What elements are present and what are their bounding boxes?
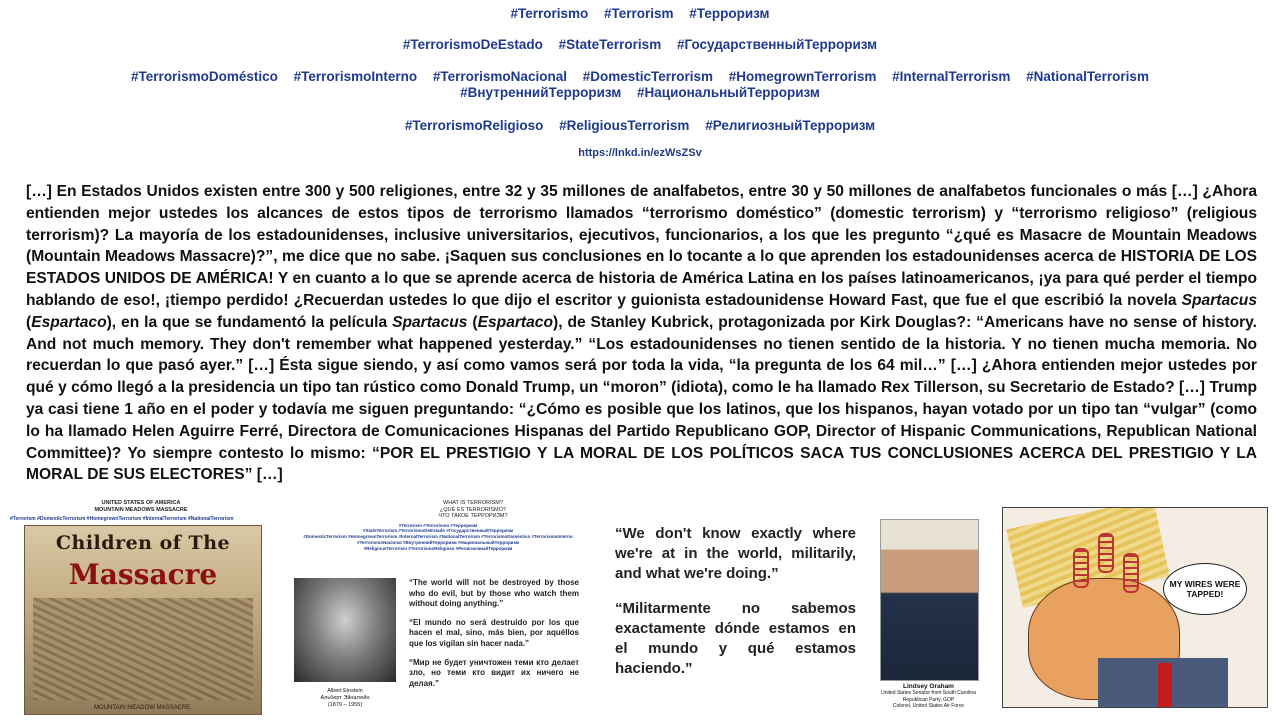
illustration-title: Children of The xyxy=(55,532,231,554)
speech-bubble: MY WIRES WERE TAPPED! xyxy=(1163,563,1247,615)
trump-cartoon xyxy=(1002,507,1268,708)
quote-es: “Militarmente no sabemos exactamente dónde estamos en el mundo y qué estamos haciendo.” xyxy=(615,600,856,677)
cartoon-spring xyxy=(1098,533,1114,573)
paragraph-text: ), en la que se fundamentó la película xyxy=(106,313,393,331)
photo-caption xyxy=(294,688,396,709)
hashtag[interactable]: #ГосударственныйТерроризм xyxy=(676,37,878,52)
hashtag[interactable]: #TerrorismoDeEstado xyxy=(402,37,543,52)
paragraph-text: ( xyxy=(26,313,32,331)
hashtag-line: #Terrorism #Terrorismo #Терроризм xyxy=(398,522,478,528)
hashtag[interactable]: #Терроризм xyxy=(689,6,770,21)
photo-caption xyxy=(860,684,997,710)
hashtag[interactable]: #NationalTerrorism xyxy=(1026,69,1149,84)
caption-line: (1879 – 1955) xyxy=(327,702,363,708)
illustration-caption: MOUNTAIN MEADOW MASSACRE. xyxy=(94,705,192,711)
paragraph-text: ), de Stanley Kubrick, protagonizada por Kirk Douglas?: “Americans have no sense of history. And not much memory. They don't remember what happened yesterday.” “Los estadounidenses no tienen sentido de la historia. Y no tienen mucha memoria. No recuerdan lo que pasó ayer.” […] Ésta sigue siendo, y así como vamos será por toda la vida, “la pregunta de los 64 mil…” […] ¿Ahora entienden mejor ustedes por qué y cómo llegó a la presidencia un tipo tan rústico como Donald Trump, un “moron” (idiota), como le ha llamado Rex Tillerson, su Secretario de Estado? […] Trump ya casi tiene 1 año en el poder y todavía me siguen preguntando: “¿Cómo es posible que los latinos, que los hispanos, hayan votado por un tipo tan “vulgar” (como lo ha llamado Helen Aguirre Ferré, Directora de Comunicaciones Hispanas del Partido Republicano GOP, Director of Hispanic Communications, Republican National Committee)? Yo siempre contesto lo mismo: “POR EL PRESTIGIO Y LA MORAL DE LOS POLÍTICOS SACA TUS CONCLUSIONES ACERCA DEL PRESTIGIO Y LA MORAL DE SUS ELECTORES” […] xyxy=(26,313,1258,484)
header-line: MOUNTAIN MEADOWS MASSACRE xyxy=(94,506,188,513)
quote-en: “We don't know exactly where we're at in the world, militarily, and what we're doing.” xyxy=(615,525,856,582)
panel-header xyxy=(10,500,272,513)
hashtag[interactable]: #TerrorismoInterno xyxy=(293,69,418,84)
panel-hashtags: #Terrorism #DomesticTerrorism #HomegrownTerrorism #InternalTerrorism #NationalTerrorism xyxy=(10,516,234,522)
header-line: ЧТО ТАКОЕ ТЕРРОРИЗМ? xyxy=(438,513,508,519)
einstein-quotes xyxy=(409,578,579,697)
hashtag[interactable]: #НациональныйТерроризм xyxy=(637,85,820,100)
cartoon-spring xyxy=(1123,553,1139,593)
panel-hashtags xyxy=(292,523,584,552)
source-link[interactable]: https://lnkd.in/ezWsZSv xyxy=(578,147,702,159)
graham-quotes xyxy=(615,524,856,694)
hashtag-line: #TerrorismoNacional #ВнутреннийТерроризм #НациональныйТерроризм xyxy=(357,539,519,545)
cartoon-spring xyxy=(1073,548,1089,588)
massacre-illustration xyxy=(24,525,262,715)
hashtags-row-5 xyxy=(0,118,1280,134)
caption-name: Lindsey Graham xyxy=(903,683,954,690)
hashtags-row-3 xyxy=(0,69,1280,85)
hashtag[interactable]: #HomegrownTerrorism xyxy=(728,69,877,84)
einstein-photo xyxy=(294,578,396,682)
hashtag[interactable]: #РелигиозныйТерроризм xyxy=(705,118,876,133)
paragraph-text: ( xyxy=(467,313,478,331)
caption-line: Albert Einstein xyxy=(327,688,363,694)
massacre-panel xyxy=(10,500,272,715)
hashtag[interactable]: #Terrorism xyxy=(604,6,674,21)
caption-line: Colonel, United States Air Force xyxy=(892,703,965,710)
quote-ru: “Мир не будет уничтожен теми кто делает зло, но теми кто видит их ничего не делая.” xyxy=(409,657,579,688)
italic-title: Espartaco xyxy=(477,313,553,331)
hashtag[interactable]: #ВнутреннийТерроризм xyxy=(460,85,622,100)
caption-line: Republican Party, GOP xyxy=(902,696,955,703)
hashtag[interactable]: #DomesticTerrorism xyxy=(582,69,714,84)
header-line: UNITED STATES OF AMERICA xyxy=(101,500,181,506)
hashtags-row-4 xyxy=(0,85,1280,101)
header-line: ¿QUÉ ES TERRORISMO? xyxy=(440,506,506,513)
caption-line: United States Senator from South Carolina xyxy=(881,690,976,697)
caption-line: Альберт Эйнштейн xyxy=(320,695,370,701)
quote-en: “The world will not be destroyed by those who do evil, but by those who watch them without doing anything.” xyxy=(409,578,579,609)
italic-title: Spartacus xyxy=(392,313,468,331)
hashtag[interactable]: #TerrorismoReligioso xyxy=(404,118,544,133)
hashtag-line: #ReligiousTerrorism #TerrorismoReligioso #РелигиозныйТерроризм xyxy=(363,545,513,551)
cartoon-tie xyxy=(1158,663,1172,708)
panel-header xyxy=(362,500,584,520)
quote-es: “El mundo no será destruido por los que hacen el mal, sino, más bien, por aquéllos que los vigilan sin hacer nada.” xyxy=(409,617,579,648)
massacre-scene-image xyxy=(33,598,253,700)
hashtag[interactable]: #InternalTerrorism xyxy=(892,69,1011,84)
hashtag-line: #DomesticTerrorism #HomegrownTerrorism #InternalTerrorism #NationalTerrorism #TerrorismoDoméstico #TerrorismoInterno xyxy=(303,534,573,540)
hashtag[interactable]: #TerrorismoDoméstico xyxy=(131,69,278,84)
hashtag-line: #StateTerrorism #TerrorismoDeEstado #ГосударственныйТерроризм xyxy=(362,528,514,534)
graham-photo xyxy=(880,519,979,681)
hashtags-row-2 xyxy=(0,37,1280,53)
italic-title: Spartacus xyxy=(1181,291,1257,309)
header-line: WHAT IS TERRORISM? xyxy=(443,500,503,506)
hashtag[interactable]: #ReligiousTerrorism xyxy=(559,118,690,133)
main-paragraph xyxy=(26,181,1257,486)
einstein-panel xyxy=(292,500,584,715)
paragraph-text: […] En Estados Unidos existen entre 300 y 500 religiones, entre 32 y 35 millones de analfabetos, entre 30 y 50 millones de analfabetos funcionales o más […] ¿Ahora entienden mejor ustedes los alcances de estos tipos de terrorismo llamados “terrorismo doméstico” (domestic terrorism) y “terrorismo religioso” (religious terrorism)? La mayoría de los estadounidenses, inclusive universitarios, ejecutivos, funcionarios, a los que les pregunto “¿qué es Masacre de Mountain Meadows (Mountain Meadows Massacre)?”, me dice que no sabe. ¡Saquen sus conclusiones en lo tocante a lo que aprenden los estadounidenses acerca de HISTORIA DE LOS ESTADOS UNIDOS DE AMÉRICA! Y en cuanto a lo que se aprende acerca de historia de América Latina en los países latinoamericanos, ¡ya para qué perder el tiempo hablando de eso!, ¡tiempo perdido! ¿Recuerdan ustedes lo que dijo el escritor y guionista estadounidense Howard Fast, que fue el que escribió la novela xyxy=(26,183,1257,309)
hashtag[interactable]: #StateTerrorism xyxy=(558,37,662,52)
hashtag[interactable]: #Terrorismo xyxy=(510,6,589,21)
hashtags-row-1 xyxy=(0,6,1280,22)
italic-title: Espartaco xyxy=(31,313,107,331)
hashtag[interactable]: #TerrorismoNacional xyxy=(432,69,567,84)
illustration-title: Massacre xyxy=(68,558,218,591)
